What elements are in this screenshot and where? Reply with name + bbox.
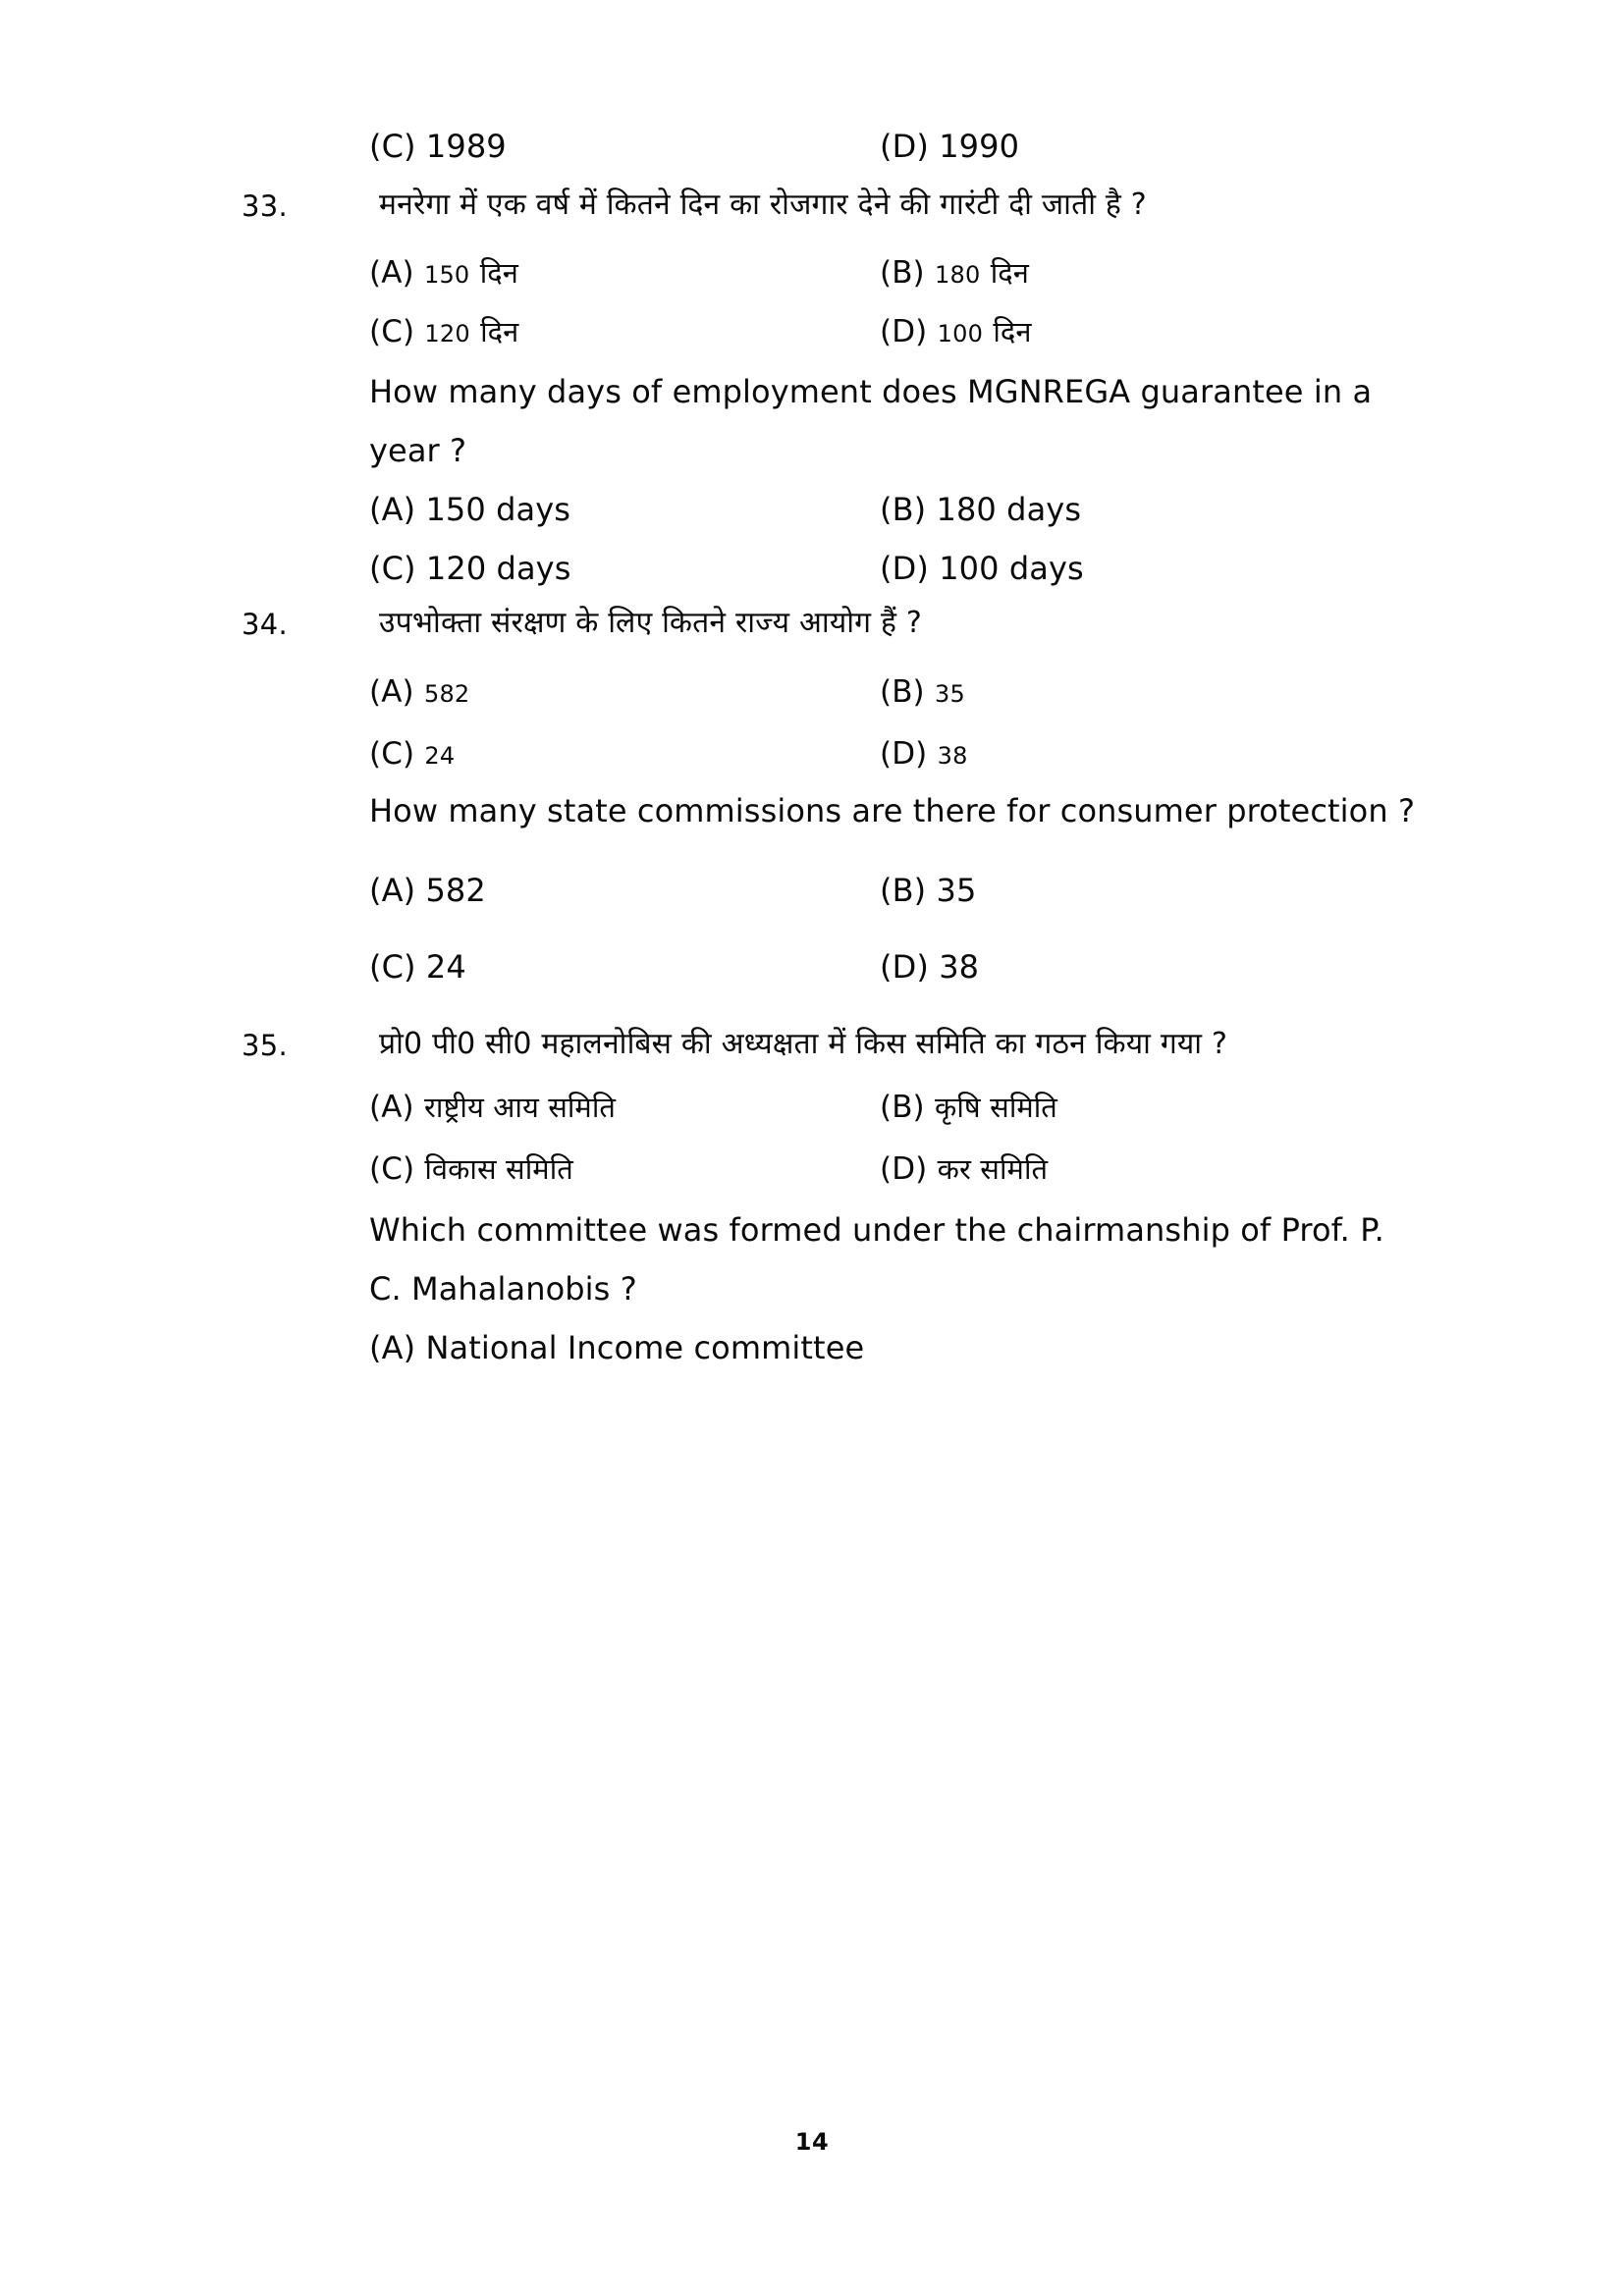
question-34-hindi-option-c — [369, 737, 455, 770]
option-value: कृषि समिति — [935, 1091, 1057, 1124]
option-label: (B) — [880, 255, 925, 291]
option-value: 24 — [424, 742, 456, 770]
option-label: (B) — [880, 674, 925, 710]
option-label: (C) — [369, 128, 416, 165]
question-number-33: 33. — [242, 189, 289, 223]
question-33-english-option-a — [369, 491, 571, 528]
option-unit: दिन — [479, 256, 518, 290]
option-value: 150 days — [425, 491, 571, 528]
question-34-english-option-c — [369, 948, 466, 986]
question-35-english-text-line1: Which committee was formed under the chairmanship of Prof. P. — [369, 1211, 1384, 1249]
option-unit: दिन — [480, 315, 519, 348]
option-label: (C) — [369, 1151, 415, 1187]
option-label: (B) — [880, 872, 927, 909]
question-34-english-option-a — [369, 872, 486, 909]
option-value: 1989 — [425, 128, 507, 165]
option-label: (D) — [880, 1151, 928, 1187]
option-label: (B) — [880, 1090, 925, 1125]
option-value: National Income committee — [425, 1329, 865, 1366]
option-value: 35 — [936, 872, 977, 909]
option-label: (D) — [880, 948, 929, 986]
question-35-english-text-line2: C. Mahalanobis ? — [369, 1270, 637, 1308]
question-35-hindi-option-b — [880, 1091, 1057, 1123]
question-35-hindi-option-a — [369, 1091, 616, 1123]
option-label: (A) — [369, 1090, 414, 1125]
option-value: विकास समिति — [424, 1152, 573, 1186]
question-number-34: 34. — [242, 608, 289, 641]
option-value: कर समिति — [937, 1152, 1049, 1186]
option-label: (B) — [880, 491, 927, 528]
option-label: (C) — [369, 550, 416, 587]
question-number-35: 35. — [242, 1029, 289, 1062]
option-label: (D) — [880, 736, 928, 772]
option-label: (A) — [369, 255, 414, 291]
question-35-hindi-text: प्रो0 पी0 सी0 महालनोबिस की अध्यक्षता में किस समिति का गठन किया गया ? — [379, 1027, 1228, 1061]
option-unit: दिन — [990, 256, 1029, 290]
option-value: 120 days — [425, 550, 571, 587]
option-value: 180 days — [936, 491, 1082, 528]
page-number: 14 — [794, 2128, 830, 2156]
option-label: (A) — [369, 872, 416, 909]
option-value: 1990 — [939, 128, 1020, 165]
option-label: (C) — [369, 736, 415, 772]
question-33-english-option-d — [880, 550, 1084, 587]
option-value: 38 — [939, 948, 980, 986]
question-33-hindi-option-c — [369, 315, 518, 347]
question-33-hindi-option-a — [369, 256, 518, 289]
question-34-english-text-line1: How many state commissions are there for consumer protection ? — [369, 792, 1416, 829]
question-34-hindi-text: उपभोक्ता संरक्षण के लिए कितने राज्य आयोग हैं ? — [379, 606, 923, 640]
question-33-hindi-option-d — [880, 315, 1032, 347]
carryover-option-c — [369, 128, 507, 165]
option-value: 38 — [937, 742, 968, 770]
option-value: 180 — [935, 261, 981, 289]
question-33-hindi-option-b — [880, 256, 1029, 289]
option-unit: दिन — [993, 315, 1032, 348]
option-label: (C) — [369, 314, 415, 349]
question-35-hindi-option-c — [369, 1152, 573, 1185]
option-value: राष्ट्रीय आय समिति — [423, 1091, 617, 1124]
option-label: (D) — [880, 314, 928, 349]
question-35-hindi-option-d — [880, 1152, 1048, 1185]
option-value: 100 — [937, 320, 984, 347]
question-33-hindi-text: मनरेगा में एक वर्ष में कितने दिन का रोजगार देने की गारंटी दी जाती है ? — [379, 187, 1147, 222]
question-34-hindi-option-a — [369, 675, 469, 708]
option-value: 582 — [425, 872, 486, 909]
option-value: 120 — [424, 320, 470, 347]
option-value: 24 — [425, 948, 466, 986]
question-34-hindi-option-d — [880, 737, 968, 770]
option-value: 582 — [423, 680, 470, 708]
option-label: (C) — [369, 948, 416, 986]
carryover-option-d — [880, 128, 1020, 165]
question-34-english-option-d — [880, 948, 980, 986]
option-label: (A) — [369, 1329, 416, 1366]
question-33-english-option-c — [369, 550, 571, 587]
option-value: 35 — [935, 680, 965, 708]
question-35-english-option-a — [369, 1329, 865, 1366]
question-33-english-option-b — [880, 491, 1082, 528]
question-34-english-option-b — [880, 872, 977, 909]
question-33-english-text-line2: year ? — [369, 432, 467, 469]
option-label: (D) — [880, 550, 929, 587]
question-34-hindi-option-b — [880, 675, 965, 708]
option-label: (A) — [369, 491, 416, 528]
option-value: 100 days — [939, 550, 1084, 587]
option-label: (D) — [880, 128, 929, 165]
question-33-english-text-line1: How many days of employment does MGNREGA guarantee in a — [369, 373, 1373, 410]
option-value: 150 — [423, 261, 470, 289]
option-label: (A) — [369, 674, 414, 710]
